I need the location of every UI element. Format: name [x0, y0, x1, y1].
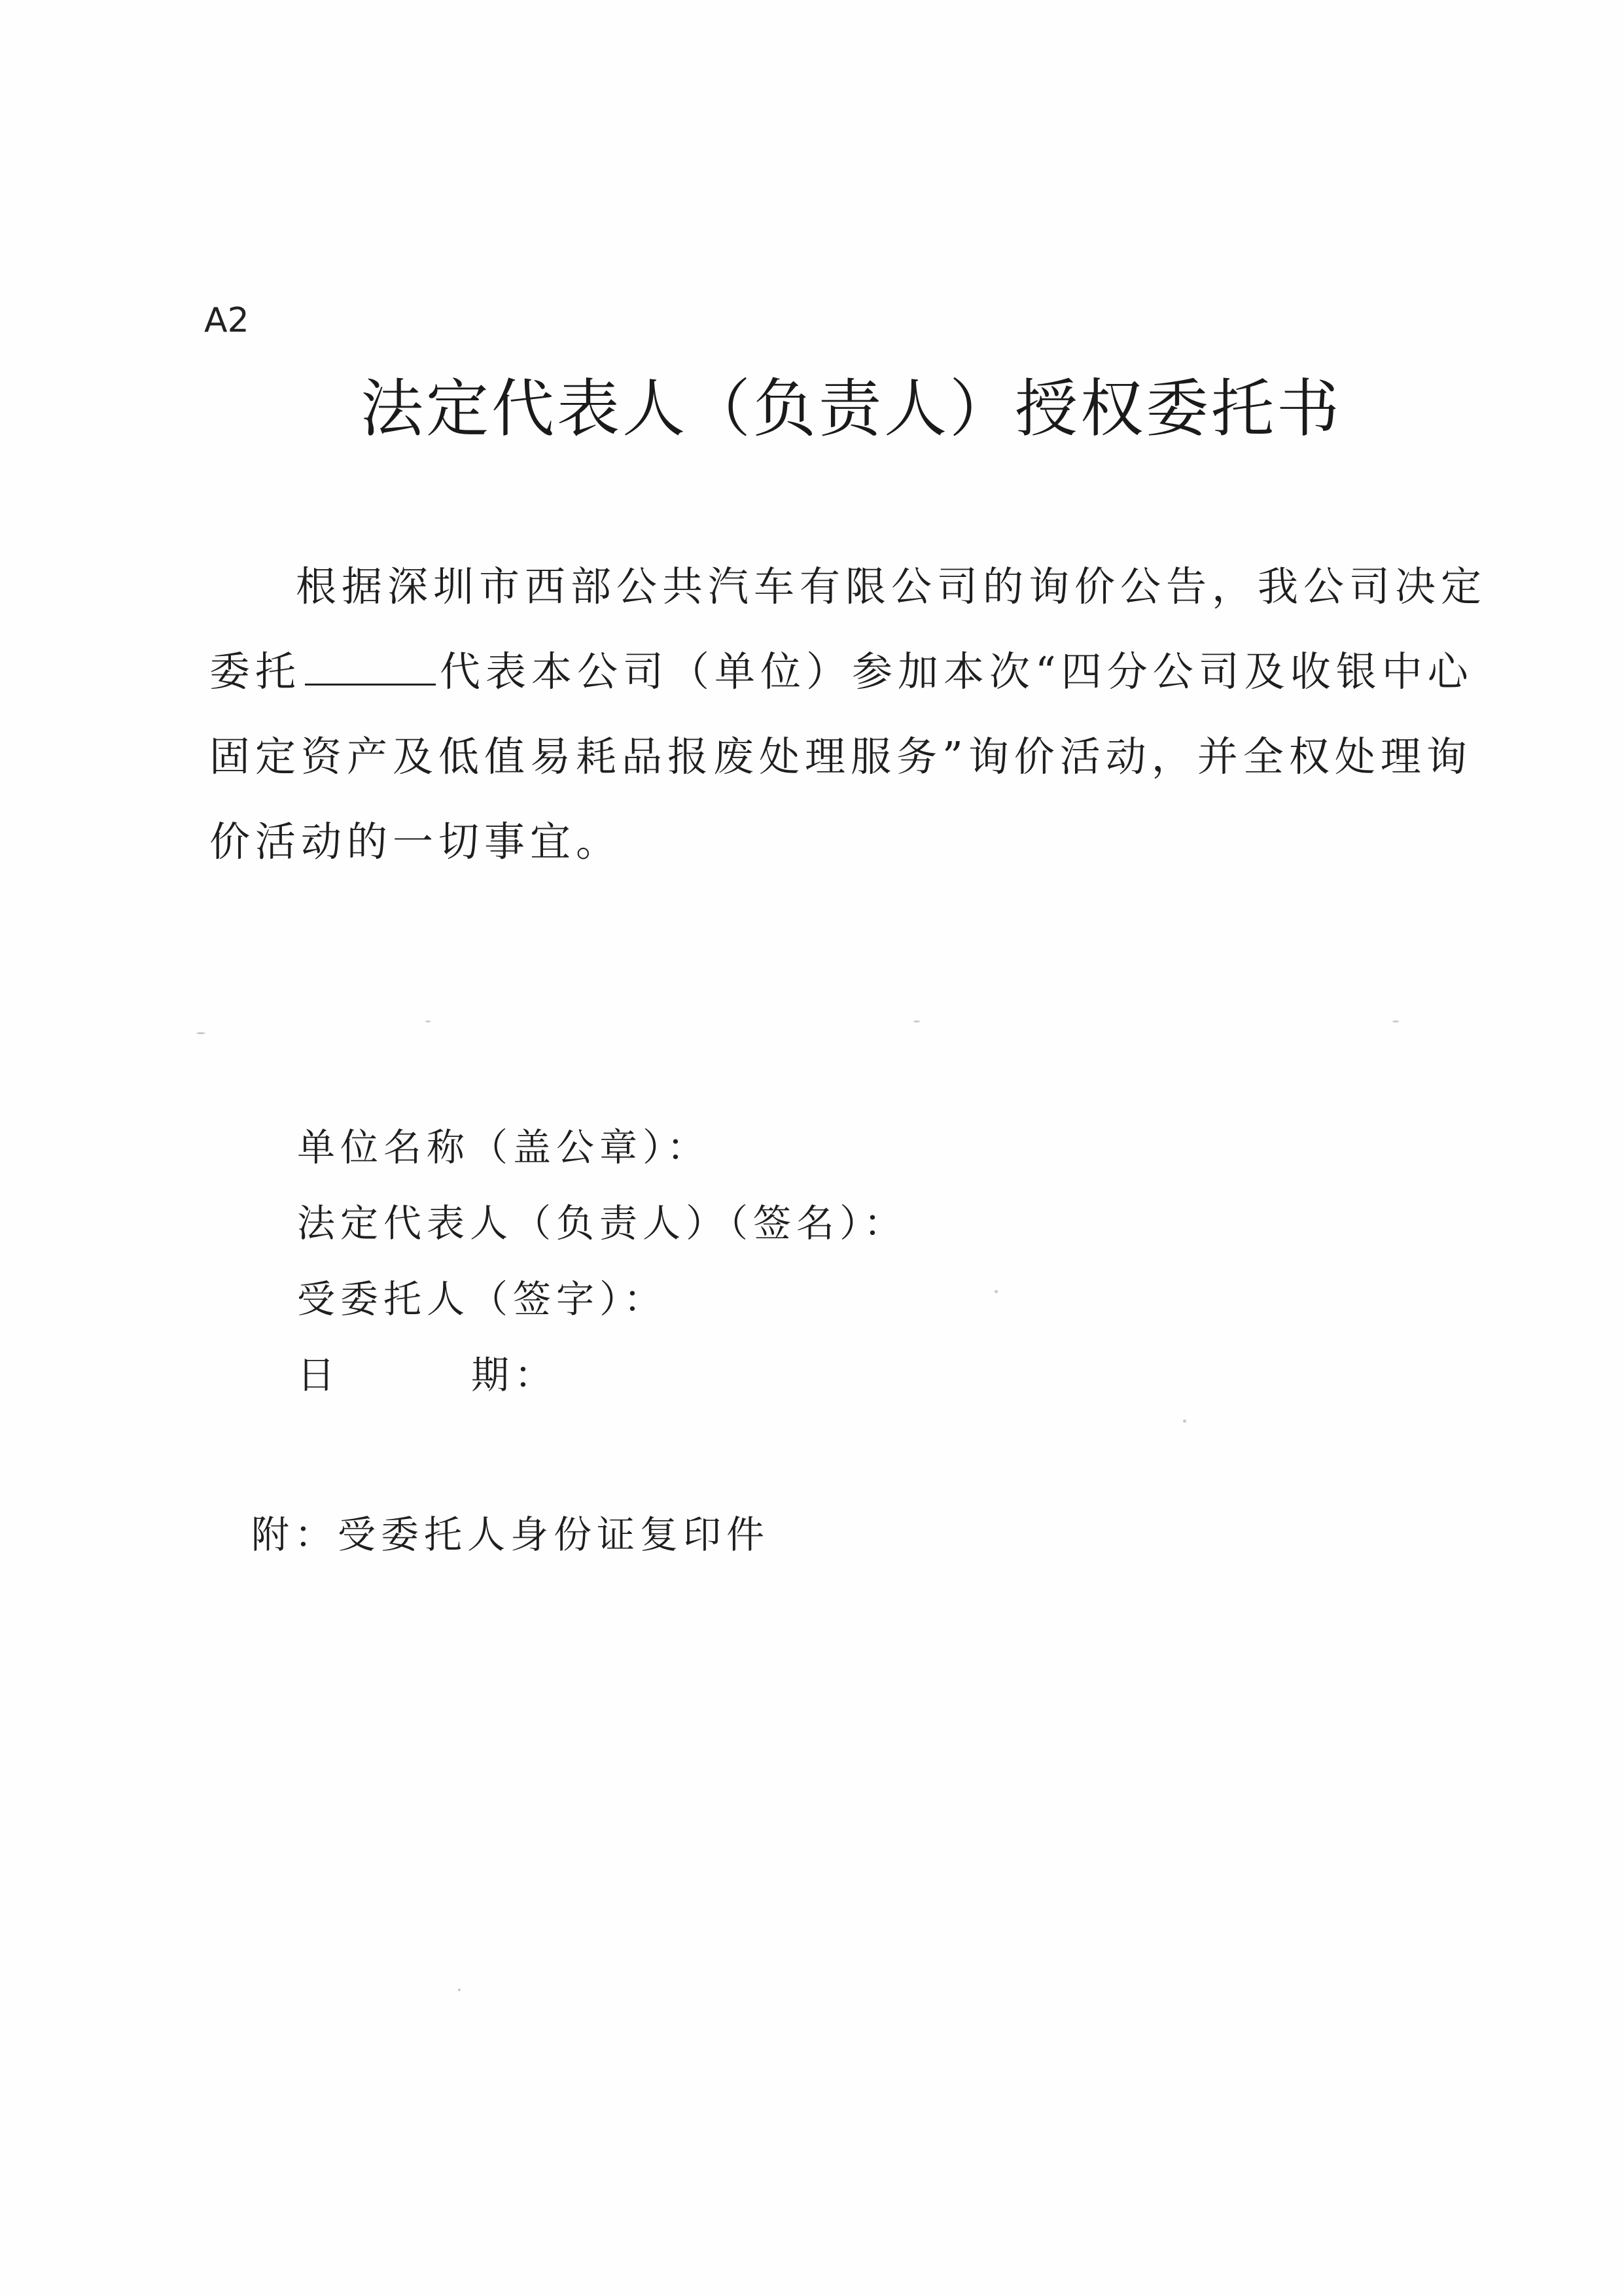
attachment-note: 附：受委托人身份证复印件 — [251, 1512, 770, 1557]
paragraph-line-3: 固定资产及低值易耗品报废处理服务”询价活动，并全权处理询 — [209, 733, 1472, 780]
paragraph-line-2-start: 委托 — [209, 648, 302, 695]
scan-speck — [913, 1020, 920, 1022]
scan-speck — [196, 1032, 205, 1034]
date-label-period: 期： — [471, 1353, 558, 1397]
date-field — [297, 1337, 907, 1413]
paragraph-line-2-end: 代表本公司（单位）参加本次“四分公司及收银中心 — [440, 648, 1474, 695]
trustee-name-blank — [305, 644, 436, 686]
authorization-paragraph — [209, 544, 1487, 884]
signature-block — [297, 1109, 907, 1413]
scan-speck — [1183, 1419, 1186, 1423]
scan-speck — [1392, 1020, 1399, 1022]
trustee-signature-field: 受委托人（签字）： — [297, 1277, 667, 1321]
scan-speck — [425, 1020, 431, 1022]
paragraph-line-4: 价活动的一切事宜。 — [209, 818, 622, 865]
scan-speck — [458, 1989, 461, 1991]
scan-speck — [995, 1290, 998, 1293]
document-title: 法定代表人（负责人）授权委托书 — [361, 372, 1342, 445]
document-code: A2 — [204, 301, 249, 340]
legal-representative-field: 法定代表人（负责人）（签名）： — [297, 1201, 908, 1245]
paragraph-line-1: 根据深圳市西部公共汽车有限公司的询价公告，我公司决定 — [296, 563, 1487, 610]
date-label-day: 日 — [297, 1353, 341, 1397]
paragraph-line-2 — [209, 629, 1474, 714]
unit-name-field: 单位名称（盖公章）： — [297, 1125, 711, 1170]
